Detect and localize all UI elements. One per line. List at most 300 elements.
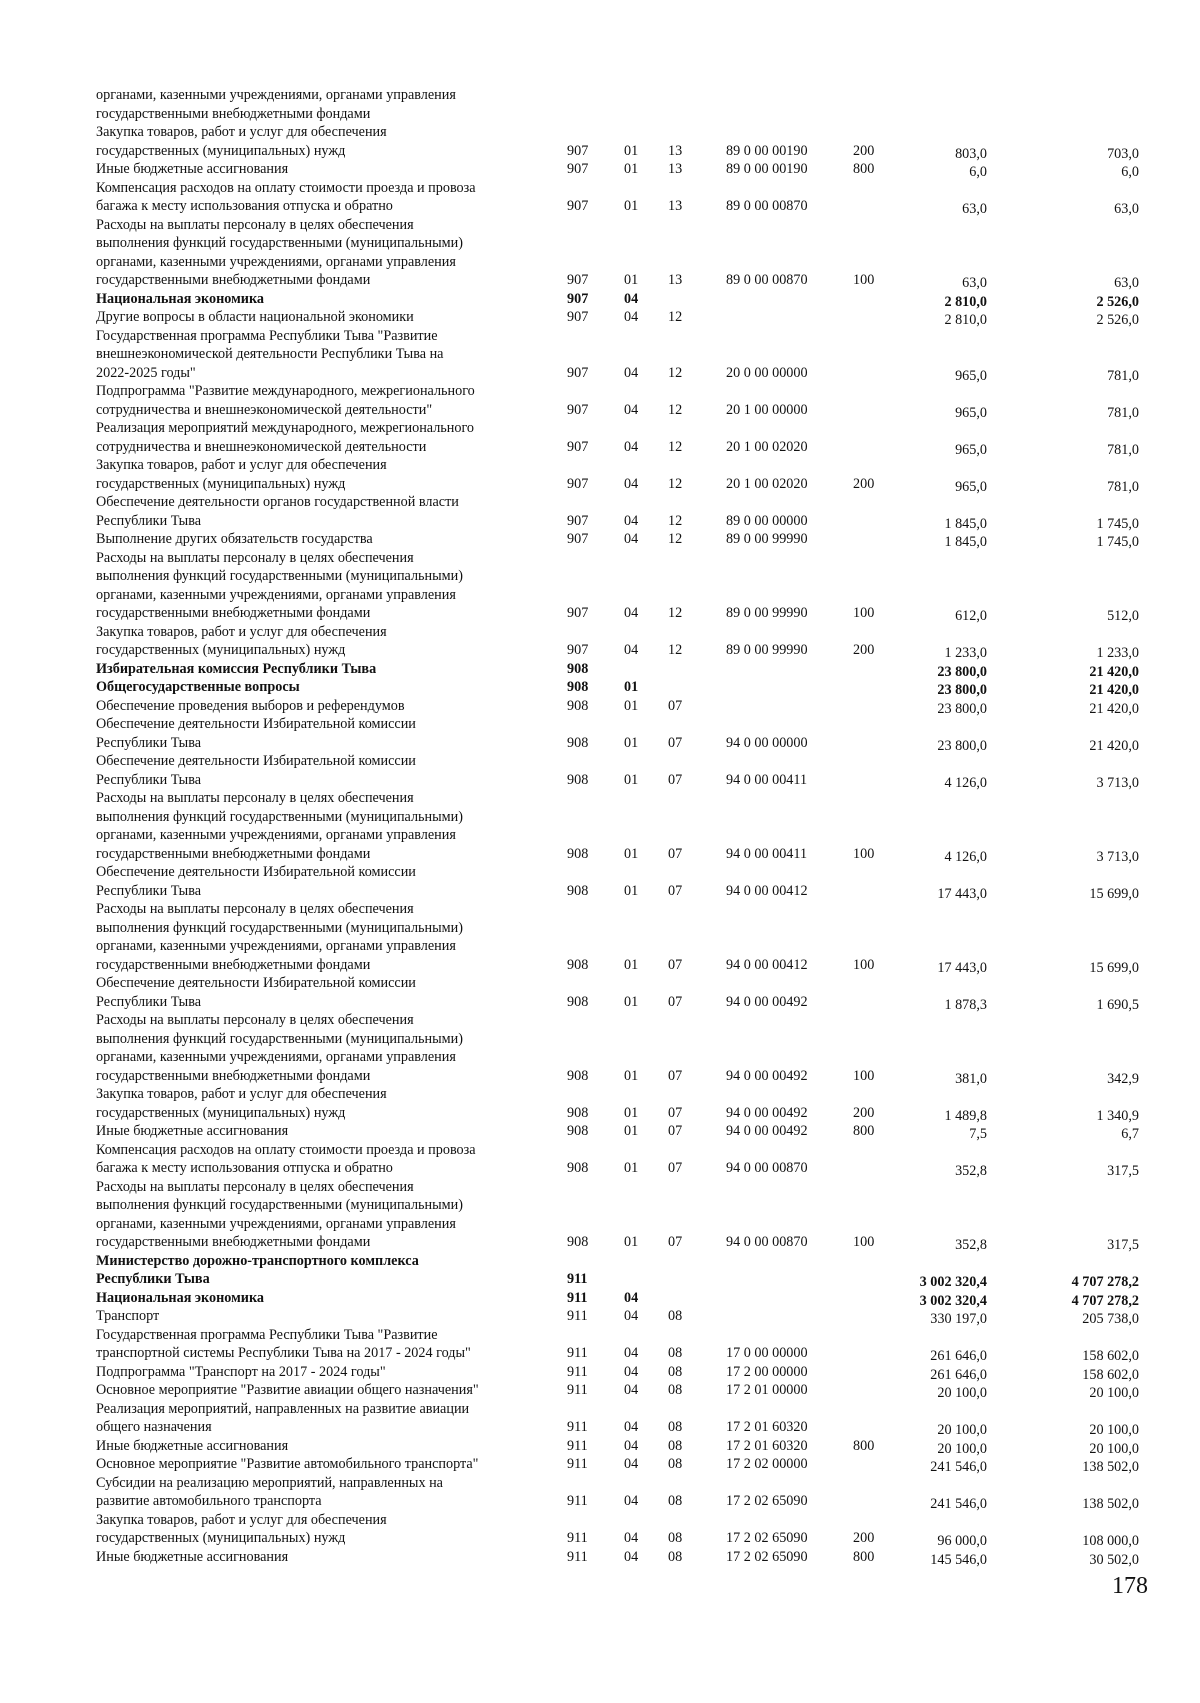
amount-cell-1: 261 646,0 — [930, 1348, 987, 1364]
row-description: государственными внебюджетными фондами — [96, 956, 371, 973]
row-line — [0, 290, 1200, 309]
row-description: транспортной системы Республики Тыва на 2017 - 2024 годы" — [96, 1345, 471, 1361]
row-description: Государственная программа Республики Тыва "Развитие — [96, 327, 438, 344]
admin-code-cell: 908 — [567, 1123, 589, 1139]
amount-cell-2: 20 100,0 — [1089, 1422, 1139, 1438]
table-row — [0, 1511, 1200, 1548]
row-description: Закупка товаров, работ и услуг для обеспечения — [96, 1511, 387, 1528]
program-code-cell: 20 0 00 00000 — [726, 364, 808, 381]
row-line — [0, 1400, 1200, 1419]
admin-code-cell: 908 — [567, 956, 589, 973]
row-description: сотрудничества и внешнеэкономической деятельности" — [96, 401, 433, 418]
admin-code-cell: 911 — [567, 1363, 588, 1380]
expense-type-cell: 100 — [853, 1067, 875, 1084]
row-description: внешнеэкономической деятельности Республики Тыва на — [96, 346, 444, 362]
admin-code-cell: 911 — [567, 1456, 588, 1472]
expense-type-cell: 100 — [853, 956, 875, 973]
program-code-cell: 89 0 00 99990 — [726, 642, 808, 658]
amount-cell-2: 2 526,0 — [1096, 312, 1139, 328]
row-line — [0, 105, 1200, 124]
section-code-cell: 01 — [624, 679, 639, 695]
row-line — [0, 919, 1200, 938]
page-number: 178 — [1112, 1573, 1148, 1599]
row-line — [0, 1233, 1200, 1252]
table-row — [0, 456, 1200, 493]
expense-type-cell: 800 — [853, 1437, 875, 1454]
program-code-cell: 17 2 01 00000 — [726, 1382, 808, 1398]
admin-code-cell: 911 — [567, 1548, 588, 1565]
table-row — [0, 1011, 1200, 1085]
row-line — [0, 160, 1200, 179]
row-description: Обеспечение деятельности органов государственной власти — [96, 494, 459, 510]
program-code-cell: 20 1 00 00000 — [726, 401, 808, 418]
subsection-code-cell: 07 — [668, 956, 683, 973]
row-description: развитие автомобильного транспорта — [96, 1493, 322, 1509]
amount-cell-2: 781,0 — [1107, 404, 1139, 421]
row-description: Обеспечение проведения выборов и референдумов — [96, 697, 405, 714]
row-description: 2022-2025 годы" — [96, 364, 196, 381]
section-code-cell: 01 — [624, 142, 639, 159]
table-row — [0, 1141, 1200, 1178]
table-row — [0, 1085, 1200, 1122]
admin-code-cell: 911 — [567, 1382, 588, 1398]
subsection-code-cell: 12 — [668, 642, 683, 658]
amount-cell-1: 1 878,3 — [944, 996, 987, 1013]
row-line — [0, 993, 1200, 1012]
admin-code-cell: 908 — [567, 697, 589, 714]
amount-cell-1: 1 845,0 — [944, 534, 987, 550]
amount-cell-1: 20 100,0 — [937, 1440, 987, 1457]
subsection-code-cell: 12 — [668, 605, 683, 621]
row-line — [0, 1030, 1200, 1049]
admin-code-cell: 908 — [567, 1104, 589, 1121]
section-code-cell: 01 — [624, 771, 639, 788]
expense-type-cell: 200 — [853, 142, 875, 159]
amount-cell-1: 965,0 — [955, 367, 987, 384]
row-description: Обеспечение деятельности Избирательной комиссии — [96, 716, 416, 732]
row-line — [0, 1085, 1200, 1104]
row-line — [0, 345, 1200, 364]
row-description: органами, казенными учреждениями, органами управления — [96, 586, 456, 603]
amount-cell-2: 138 502,0 — [1082, 1459, 1139, 1475]
row-line — [0, 1344, 1200, 1363]
row-line — [0, 234, 1200, 253]
program-code-cell: 89 0 00 99990 — [726, 605, 808, 621]
section-code-cell: 04 — [624, 531, 639, 547]
expense-type-cell: 200 — [853, 475, 875, 492]
row-description: Расходы на выплаты персоналу в целях обеспечения — [96, 901, 414, 917]
row-description: государственных (муниципальных) нужд — [96, 1104, 346, 1121]
row-description: государственными внебюджетными фондами — [96, 845, 371, 862]
row-line — [0, 382, 1200, 401]
row-line — [0, 1048, 1200, 1067]
program-code-cell: 94 0 00 00870 — [726, 1160, 808, 1176]
amount-cell-2: 63,0 — [1114, 201, 1139, 217]
program-code-cell: 94 0 00 00411 — [726, 845, 808, 862]
section-code-cell: 04 — [624, 290, 639, 307]
section-code-cell: 01 — [624, 272, 639, 288]
subsection-code-cell: 08 — [668, 1530, 683, 1546]
row-line — [0, 845, 1200, 864]
row-description: Компенсация расходов на оплату стоимости проезда и провоза — [96, 1141, 476, 1158]
row-line — [0, 974, 1200, 993]
amount-cell-1: 241 546,0 — [930, 1496, 987, 1512]
amount-cell-1: 965,0 — [955, 478, 987, 495]
row-description: государственными внебюджетными фондами — [96, 1234, 371, 1250]
amount-cell-1: 3 002 320,4 — [919, 1292, 987, 1309]
amount-cell-2: 138 502,0 — [1082, 1496, 1139, 1512]
row-description: Министерство дорожно-транспортного комплекса — [96, 1252, 419, 1269]
section-code-cell: 04 — [624, 1456, 639, 1472]
subsection-code-cell: 12 — [668, 512, 683, 529]
row-line — [0, 882, 1200, 901]
program-code-cell: 17 2 02 65090 — [726, 1530, 808, 1546]
subsection-code-cell: 08 — [668, 1363, 683, 1380]
row-description: Расходы на выплаты персоналу в целях обеспечения — [96, 549, 414, 566]
subsection-code-cell: 12 — [668, 364, 683, 381]
program-code-cell: 94 0 00 00412 — [726, 956, 808, 973]
table-row — [0, 974, 1200, 1011]
amount-cell-2: 512,0 — [1107, 608, 1139, 624]
row-line — [0, 530, 1200, 549]
table-row — [0, 86, 1200, 123]
row-line — [0, 179, 1200, 198]
table-row — [0, 382, 1200, 419]
row-description: Расходы на выплаты персоналу в целях обеспечения — [96, 1178, 414, 1195]
row-line — [0, 123, 1200, 142]
program-code-cell: 89 0 00 00870 — [726, 272, 808, 288]
amount-cell-2: 317,5 — [1107, 1163, 1139, 1179]
row-description: Республики Тыва — [96, 512, 202, 529]
row-description: Республики Тыва — [96, 993, 202, 1010]
row-description: Другие вопросы в области национальной экономики — [96, 309, 414, 325]
row-line — [0, 1455, 1200, 1474]
program-code-cell: 94 0 00 00492 — [726, 1067, 808, 1084]
table-row — [0, 160, 1200, 179]
amount-cell-1: 803,0 — [955, 145, 987, 162]
row-line — [0, 493, 1200, 512]
amount-cell-1: 1 489,8 — [944, 1107, 987, 1124]
row-line — [0, 327, 1200, 346]
program-code-cell: 94 0 00 00492 — [726, 1123, 808, 1139]
row-description: сотрудничества и внешнеэкономической деятельности — [96, 438, 427, 455]
expense-type-cell: 800 — [853, 1548, 875, 1565]
row-description: Избирательная комиссия Республики Тыва — [96, 660, 377, 677]
table-row — [0, 715, 1200, 752]
row-line — [0, 678, 1200, 697]
admin-code-cell: 908 — [567, 734, 589, 751]
row-line — [0, 623, 1200, 642]
amount-cell-1: 330 197,0 — [930, 1311, 987, 1327]
row-line — [0, 937, 1200, 956]
row-line — [0, 660, 1200, 679]
amount-cell-1: 965,0 — [955, 441, 987, 458]
expense-type-cell: 100 — [853, 1234, 875, 1250]
admin-code-cell: 907 — [567, 272, 589, 288]
section-code-cell: 01 — [624, 1123, 639, 1139]
subsection-code-cell: 07 — [668, 845, 683, 862]
row-description: государственными внебюджетными фондами — [96, 272, 371, 288]
section-code-cell: 04 — [624, 1493, 639, 1509]
row-line — [0, 253, 1200, 272]
admin-code-cell: 911 — [567, 1271, 588, 1287]
section-code-cell: 04 — [624, 1419, 639, 1435]
row-line — [0, 1252, 1200, 1271]
row-description: Обеспечение деятельности Избирательной комиссии — [96, 753, 416, 769]
amount-cell-1: 6,0 — [969, 164, 987, 180]
program-code-cell: 94 0 00 00870 — [726, 1234, 808, 1250]
table-row — [0, 1289, 1200, 1308]
section-code-cell: 01 — [624, 1160, 639, 1176]
admin-code-cell: 908 — [567, 1160, 589, 1176]
row-description: багажа к месту использования отпуска и обратно — [96, 1160, 393, 1176]
admin-code-cell: 911 — [567, 1345, 588, 1361]
row-description: государственными внебюджетными фондами — [96, 1067, 371, 1084]
row-line — [0, 1529, 1200, 1548]
section-code-cell: 01 — [624, 697, 639, 714]
row-line — [0, 567, 1200, 586]
row-line — [0, 789, 1200, 808]
row-description: Расходы на выплаты персоналу в целях обеспечения — [96, 1012, 414, 1028]
admin-code-cell: 911 — [567, 1437, 588, 1454]
program-code-cell: 89 0 00 00190 — [726, 142, 808, 159]
table-row — [0, 327, 1200, 383]
admin-code-cell: 911 — [567, 1419, 588, 1435]
program-code-cell: 94 0 00 00411 — [726, 771, 808, 788]
amount-cell-2: 342,9 — [1107, 1070, 1139, 1087]
amount-cell-2: 63,0 — [1114, 275, 1139, 291]
amount-cell-2: 1 690,5 — [1096, 996, 1139, 1013]
admin-code-cell: 907 — [567, 642, 589, 658]
row-description: органами, казенными учреждениями, органами управления — [96, 1049, 456, 1065]
admin-code-cell: 907 — [567, 401, 589, 418]
row-line — [0, 197, 1200, 216]
row-description: Национальная экономика — [96, 1289, 265, 1306]
amount-cell-1: 145 546,0 — [930, 1551, 987, 1568]
section-code-cell: 04 — [624, 1289, 639, 1306]
subsection-code-cell: 08 — [668, 1437, 683, 1454]
amount-cell-1: 23 800,0 — [937, 682, 987, 698]
program-code-cell: 20 1 00 02020 — [726, 475, 808, 492]
table-row — [0, 789, 1200, 863]
row-line — [0, 1159, 1200, 1178]
amount-cell-2: 15 699,0 — [1089, 885, 1139, 902]
amount-cell-2: 158 602,0 — [1082, 1348, 1139, 1364]
section-code-cell: 04 — [624, 1382, 639, 1398]
admin-code-cell: 907 — [567, 364, 589, 381]
table-row — [0, 179, 1200, 216]
row-line — [0, 734, 1200, 753]
amount-cell-2: 21 420,0 — [1089, 682, 1139, 698]
table-row — [0, 1455, 1200, 1474]
row-line — [0, 1196, 1200, 1215]
table-row — [0, 1363, 1200, 1382]
section-code-cell: 01 — [624, 1234, 639, 1250]
subsection-code-cell: 08 — [668, 1493, 683, 1509]
admin-code-cell: 907 — [567, 531, 589, 547]
row-description: выполнения функций государственными (муниципальными) — [96, 568, 463, 584]
row-line — [0, 1326, 1200, 1345]
amount-cell-2: 21 420,0 — [1089, 663, 1139, 680]
table-row — [0, 493, 1200, 530]
subsection-code-cell: 12 — [668, 401, 683, 418]
subsection-code-cell: 12 — [668, 309, 683, 325]
row-line — [0, 401, 1200, 420]
row-line — [0, 586, 1200, 605]
program-code-cell: 17 2 01 60320 — [726, 1419, 808, 1435]
row-description: государственными внебюджетными фондами — [96, 105, 371, 122]
row-description: Закупка товаров, работ и услуг для обеспечения — [96, 457, 387, 473]
admin-code-cell: 908 — [567, 660, 589, 677]
admin-code-cell: 907 — [567, 512, 589, 529]
expense-type-cell: 100 — [853, 272, 875, 288]
table-row — [0, 678, 1200, 697]
row-description: Субсидии на реализацию мероприятий, направленных на — [96, 1474, 443, 1491]
section-code-cell: 04 — [624, 1548, 639, 1565]
table-row — [0, 549, 1200, 623]
subsection-code-cell: 13 — [668, 142, 683, 159]
subsection-code-cell: 13 — [668, 161, 683, 177]
section-code-cell: 01 — [624, 734, 639, 751]
row-line — [0, 1141, 1200, 1160]
row-description: багажа к месту использования отпуска и обратно — [96, 198, 393, 214]
amount-cell-2: 30 502,0 — [1089, 1551, 1139, 1568]
program-code-cell: 17 2 00 00000 — [726, 1363, 808, 1380]
row-description: выполнения функций государственными (муниципальными) — [96, 235, 463, 251]
section-code-cell: 04 — [624, 475, 639, 492]
row-line — [0, 808, 1200, 827]
table-row — [0, 623, 1200, 660]
admin-code-cell: 907 — [567, 605, 589, 621]
row-line — [0, 86, 1200, 105]
section-code-cell: 01 — [624, 845, 639, 862]
row-line — [0, 1104, 1200, 1123]
admin-code-cell: 907 — [567, 198, 589, 214]
row-description: Расходы на выплаты персоналу в целях обеспечения — [96, 216, 414, 233]
subsection-code-cell: 13 — [668, 198, 683, 214]
row-line — [0, 1011, 1200, 1030]
row-line — [0, 1492, 1200, 1511]
program-code-cell: 94 0 00 00000 — [726, 734, 808, 751]
amount-cell-1: 7,5 — [969, 1126, 987, 1142]
amount-cell-2: 108 000,0 — [1082, 1533, 1139, 1549]
admin-code-cell: 911 — [567, 1289, 588, 1306]
section-code-cell: 04 — [624, 1530, 639, 1546]
amount-cell-2: 15 699,0 — [1089, 959, 1139, 976]
amount-cell-1: 96 000,0 — [937, 1533, 987, 1549]
row-description: Подпрограмма "Развитие международного, межрегионального — [96, 383, 475, 399]
row-description: государственных (муниципальных) нужд — [96, 642, 346, 658]
subsection-code-cell: 08 — [668, 1345, 683, 1361]
amount-cell-2: 781,0 — [1107, 441, 1139, 458]
row-description: Реализация мероприятий, направленных на развитие авиации — [96, 1400, 470, 1417]
admin-code-cell: 908 — [567, 882, 589, 899]
amount-cell-1: 1 845,0 — [944, 515, 987, 532]
row-description: Республики Тыва — [96, 1271, 210, 1287]
amount-cell-1: 612,0 — [955, 608, 987, 624]
table-row — [0, 1400, 1200, 1437]
program-code-cell: 17 2 02 65090 — [726, 1493, 808, 1509]
row-description: Обеспечение деятельности Избирательной комиссии — [96, 975, 416, 991]
row-line — [0, 142, 1200, 161]
row-line — [0, 364, 1200, 383]
admin-code-cell: 908 — [567, 1067, 589, 1084]
subsection-code-cell: 12 — [668, 475, 683, 492]
admin-code-cell: 908 — [567, 1234, 589, 1250]
subsection-code-cell: 07 — [668, 882, 683, 899]
subsection-code-cell: 08 — [668, 1548, 683, 1565]
amount-cell-1: 352,8 — [955, 1163, 987, 1179]
row-description: Республики Тыва — [96, 734, 202, 751]
row-line — [0, 216, 1200, 235]
amount-cell-2: 21 420,0 — [1089, 700, 1139, 717]
subsection-code-cell: 07 — [668, 1104, 683, 1121]
expense-type-cell: 100 — [853, 605, 875, 621]
row-line — [0, 900, 1200, 919]
row-line — [0, 1418, 1200, 1437]
program-code-cell: 17 2 02 00000 — [726, 1456, 808, 1472]
section-code-cell: 04 — [624, 309, 639, 325]
amount-cell-2: 781,0 — [1107, 478, 1139, 495]
table-row — [0, 1252, 1200, 1289]
row-description: Транспорт — [96, 1308, 160, 1324]
row-line — [0, 1548, 1200, 1567]
amount-cell-2: 2 526,0 — [1096, 293, 1139, 310]
admin-code-cell: 911 — [567, 1308, 588, 1324]
row-line — [0, 604, 1200, 623]
amount-cell-2: 1 745,0 — [1096, 515, 1139, 532]
section-code-cell: 01 — [624, 882, 639, 899]
row-line — [0, 1381, 1200, 1400]
row-description: Закупка товаров, работ и услуг для обеспечения — [96, 1086, 387, 1102]
amount-cell-2: 21 420,0 — [1089, 737, 1139, 754]
section-code-cell: 04 — [624, 438, 639, 455]
amount-cell-2: 158 602,0 — [1082, 1366, 1139, 1383]
row-description: Выполнение других обязательств государства — [96, 531, 373, 547]
expense-type-cell: 200 — [853, 1104, 875, 1121]
row-line — [0, 641, 1200, 660]
row-line — [0, 308, 1200, 327]
row-description: органами, казенными учреждениями, органами управления — [96, 87, 456, 103]
section-code-cell: 01 — [624, 161, 639, 177]
expense-type-cell: 100 — [853, 845, 875, 862]
amount-cell-2: 703,0 — [1107, 145, 1139, 162]
amount-cell-1: 352,8 — [955, 1237, 987, 1253]
row-line — [0, 438, 1200, 457]
amount-cell-1: 3 002 320,4 — [919, 1274, 987, 1290]
row-description: выполнения функций государственными (муниципальными) — [96, 1030, 463, 1047]
amount-cell-2: 781,0 — [1107, 367, 1139, 384]
table-row — [0, 530, 1200, 549]
amount-cell-1: 23 800,0 — [937, 700, 987, 717]
expense-type-cell: 200 — [853, 1530, 875, 1546]
admin-code-cell: 907 — [567, 161, 589, 177]
program-code-cell: 17 0 00 00000 — [726, 1345, 808, 1361]
subsection-code-cell: 07 — [668, 697, 683, 714]
row-line — [0, 956, 1200, 975]
section-code-cell: 01 — [624, 956, 639, 973]
row-line — [0, 826, 1200, 845]
table-row — [0, 863, 1200, 900]
row-description: государственных (муниципальных) нужд — [96, 475, 346, 492]
admin-code-cell: 907 — [567, 309, 589, 325]
table-row — [0, 1474, 1200, 1511]
section-code-cell: 04 — [624, 642, 639, 658]
admin-code-cell: 908 — [567, 845, 589, 862]
amount-cell-1: 4 126,0 — [944, 848, 987, 865]
subsection-code-cell: 13 — [668, 272, 683, 288]
program-code-cell: 94 0 00 00492 — [726, 1104, 808, 1121]
